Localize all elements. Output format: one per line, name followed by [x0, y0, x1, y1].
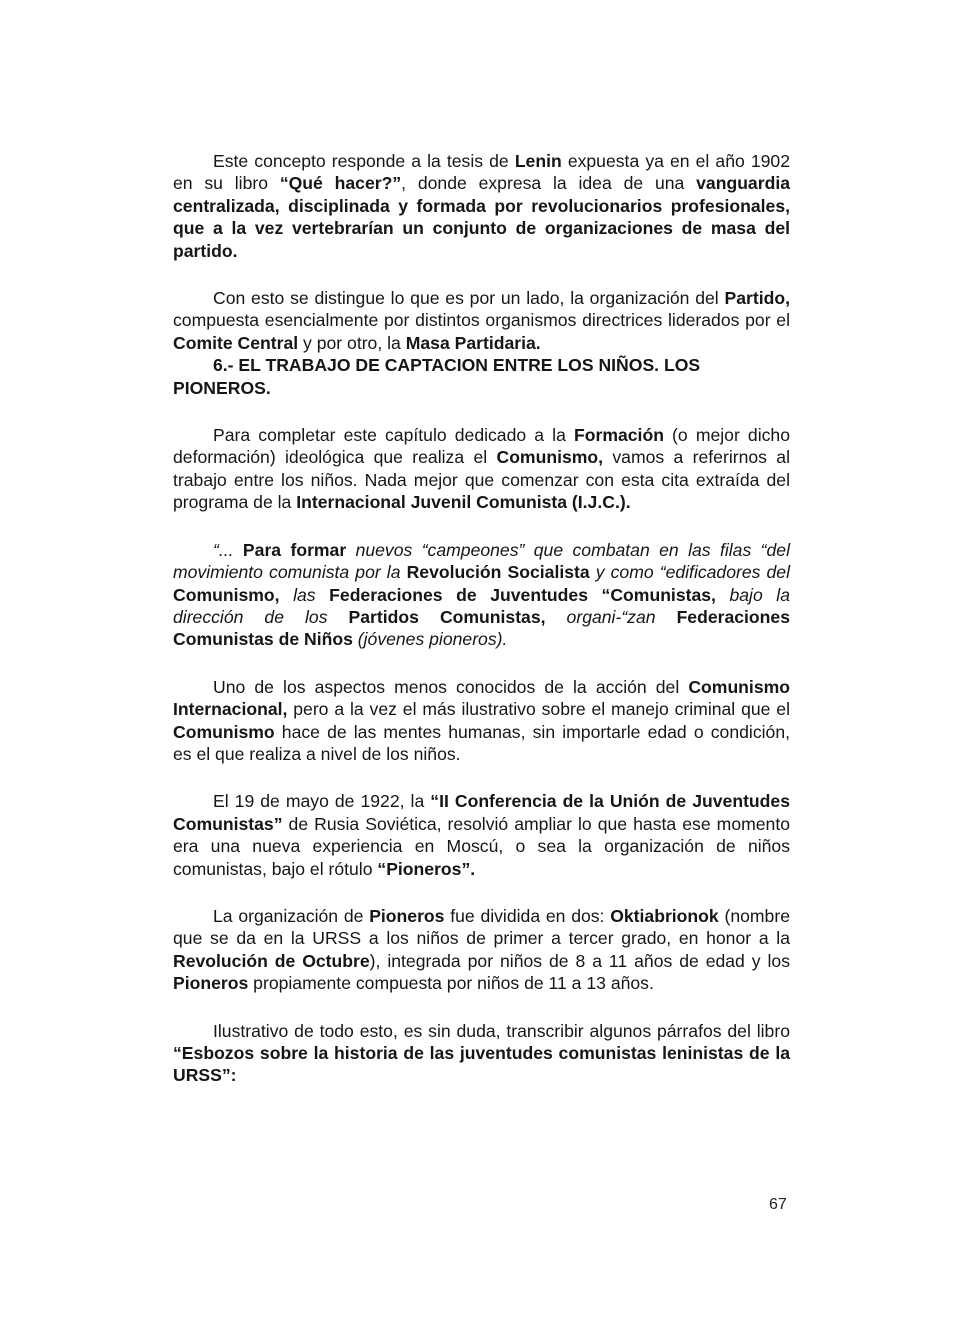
text-segment: hace de las mentes humanas, sin importarle edad o condición, es el que realiza a nivel de los niños. — [173, 721, 790, 764]
bold-text-segment: Partido, — [724, 288, 790, 309]
text-segment: (o mejor dicho deformación) ideológica que realiza el — [173, 425, 790, 468]
bold-text-segment: Pioneros — [173, 973, 249, 994]
text-segment: La organización de — [213, 905, 370, 926]
bold-text-segment: Revolución de Octubre — [173, 950, 370, 971]
bold-text-segment: Para formar — [242, 539, 347, 560]
text-segment: y por otro, la — [298, 332, 406, 353]
bold-text-segment: Comunismo, — [173, 584, 280, 605]
text-segment: de Rusia Soviética, resolvió ampliar lo que hasta ese momento era una nueva experiencia en Moscú, o sea la organización de niños comunistas, bajo el rótulo — [173, 813, 790, 879]
text-segment: Con esto se distingue lo que es por un lado, la organización del — [213, 288, 725, 309]
text-segment: Ilustrativo de todo esto, es sin duda, transcribir algunos párrafos del libro — [213, 1020, 790, 1041]
page-body — [173, 150, 790, 1087]
paragraph-party-organization — [173, 287, 790, 354]
bold-text-segment: Comunismo — [173, 721, 275, 742]
page-number: 67 — [769, 1196, 787, 1213]
text-segment: vamos a referirnos al trabajo entre los niños. Nada mejor que comenzar con esta cita extraída del programa de la — [173, 447, 790, 513]
bold-text-segment: Federaciones de Juventudes “Comunistas, — [329, 584, 716, 605]
bold-text-segment: Masa Partidaria. — [405, 332, 541, 353]
bold-text-segment: Revolución Socialista — [406, 562, 590, 583]
text-segment: fue dividida en dos: — [444, 905, 611, 926]
text-segment: , donde expresa la idea de una — [401, 173, 697, 194]
paragraph-formation — [173, 424, 790, 514]
text-segment: (nombre que se da en la URSS a los niños de primer a tercer grado, en honor a la — [173, 905, 790, 949]
section-heading — [173, 354, 790, 399]
text-segment: El 19 de mayo de 1922, la — [213, 791, 431, 812]
bold-text-segment: Pioneros — [369, 905, 445, 926]
text-segment: Este concepto responde a la tesis de — [213, 151, 515, 171]
bold-text-segment: Partidos Comunistas, — [348, 606, 546, 627]
italic-text-segment: bajo la dirección de los — [173, 584, 791, 627]
text-segment: propiamente compuesta por niños de 11 a 13 años. — [248, 973, 654, 994]
italic-text-segment: “... — [213, 539, 243, 560]
bold-text-segment: Comunismo Internacional, — [173, 676, 790, 720]
bold-text-segment: Comunismo, — [496, 447, 604, 468]
text-segment: Para completar este capítulo dedicado a la — [213, 425, 574, 446]
paragraph-international-communism — [173, 676, 790, 766]
bold-text-segment: “Pioneros”. — [377, 858, 476, 879]
bold-text-segment: “II Conferencia de la Unión de Juventudes Comunistas” — [173, 791, 790, 834]
paragraph-quote — [173, 539, 790, 651]
italic-text-segment: organi-“zan — [545, 606, 677, 627]
italic-text-segment: y como “edificadores del — [589, 562, 791, 583]
text-segment: Uno de los aspectos menos conocidos de la acción del — [213, 676, 689, 697]
italic-text-segment: las — [279, 584, 330, 605]
bold-text-segment: vanguardia centralizada, disciplinada y formada por revolucionarios profesionales, que a la vez vertebrarían un conjunto de organizaciones de masa del partido. — [173, 173, 790, 261]
text-segment: compuesta esencialmente por distintos organismos directrices liderados por el — [173, 310, 790, 331]
bold-text-segment: Federaciones Comunistas de Niños — [173, 606, 790, 650]
italic-text-segment: nuevos “campeones” que combatan en las filas “del movimiento comunista por la — [173, 539, 790, 583]
heading-text: 6.- EL TRABAJO DE CAPTACION ENTRE LOS NIÑOS. LOS PIONEROS. — [173, 355, 701, 398]
paragraph-book-excerpt-intro — [173, 1020, 790, 1087]
bold-text-segment: Internacional Juvenil Comunista (I.J.C.). — [296, 492, 631, 513]
bold-text-segment: Lenin — [514, 151, 562, 171]
bold-text-segment: Formación — [574, 425, 664, 446]
bold-text-segment: “Qué hacer?” — [279, 173, 402, 194]
paragraph-lenin-concept — [173, 150, 790, 262]
bold-text-segment: “Esbozos sobre la historia de las juventudes comunistas leninistas de la URSS”: — [173, 1043, 790, 1086]
paragraph-pioneers-organization — [173, 905, 790, 995]
bold-text-segment: Oktiabrionok — [610, 905, 719, 926]
bold-text-segment: Comite Central — [173, 332, 299, 353]
text-segment: expuesta ya en el año 1902 en su libro — [173, 151, 790, 194]
paragraph-conference-1922 — [173, 790, 790, 880]
text-segment: ), integrada por niños de 8 a 11 años de edad y los — [369, 950, 790, 971]
text-segment: pero a la vez el más ilustrativo sobre el manejo criminal que el — [287, 699, 790, 720]
italic-text-segment: (jóvenes pioneros). — [352, 629, 508, 650]
